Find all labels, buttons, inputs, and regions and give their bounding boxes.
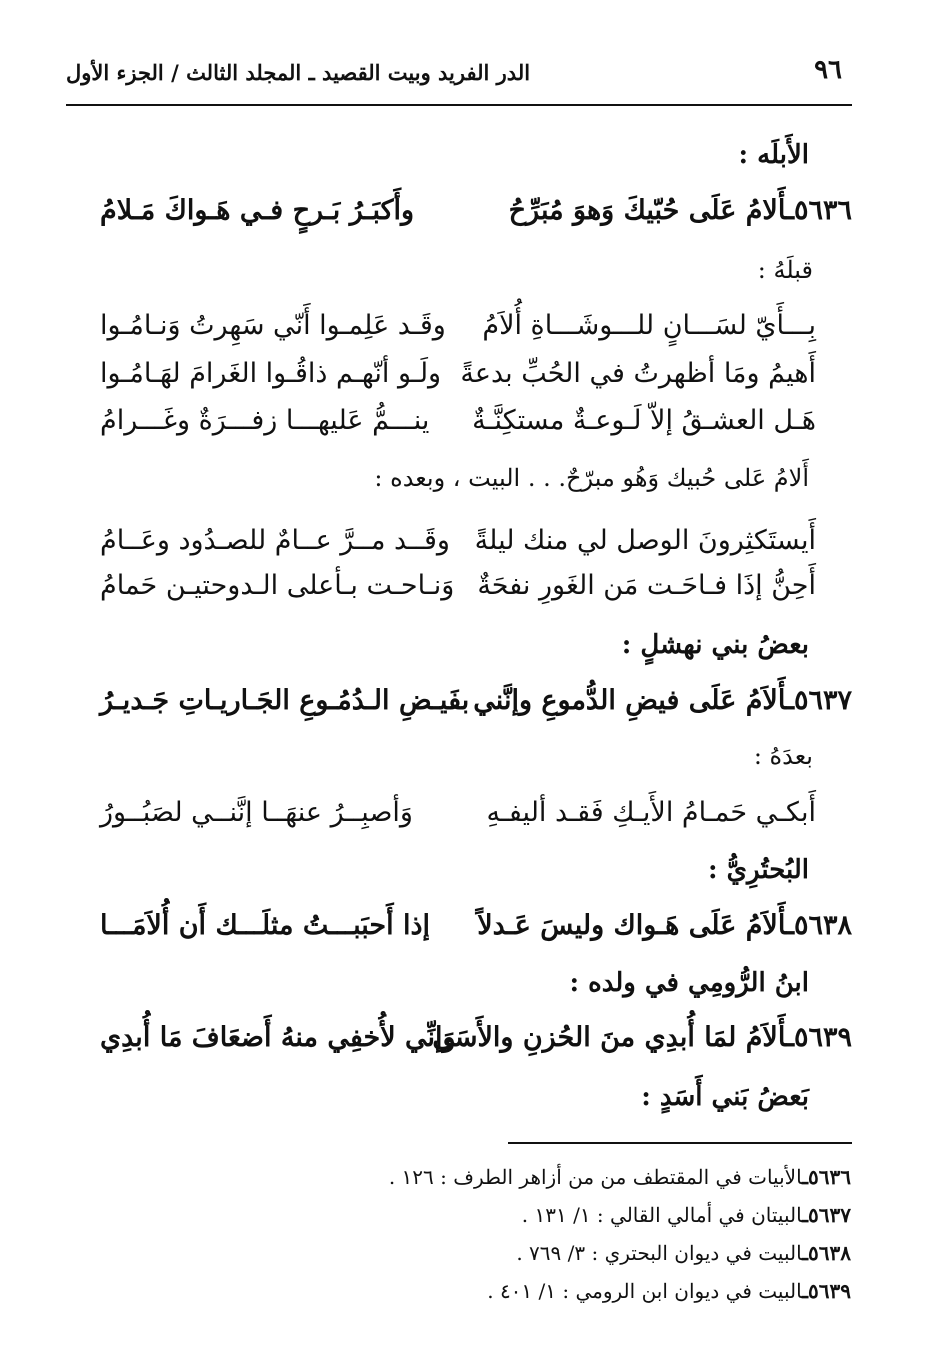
footnote-text: البيت في ديوان ابن الرومي : ١/ ٤٠١ . xyxy=(487,1279,803,1303)
label-after-2: بعدَهُ : xyxy=(753,742,813,770)
verse-left-hemistich: وَنـاحـت بـأعلى الـدوحتيـن حَمامُ xyxy=(100,570,455,601)
footnote-5639 xyxy=(487,1279,851,1303)
verse-number: ٥٦٣٩ـ xyxy=(786,1022,852,1053)
running-title: الدر الفريد وبيت القصيد ـ المجلد الثالث / الجزء الأول xyxy=(66,60,531,85)
verse-left-hemistich: وَأصبِــرُ عنهَــا إنَّنــي لصَبُــورُ xyxy=(100,797,413,828)
verse-left-hemistich: ينـــمُّ عَليهـــا زفـــرَةٌ وغَـــرامُ xyxy=(100,405,430,436)
poet-label-4: ابنُ الرُّومِي في ولده : xyxy=(569,968,809,998)
verse-left-hemistich: بفَيـضِ الـدُمُـوعِ الجَـاريـاتِ جَـديـرُ xyxy=(100,685,470,716)
verse-right-hemistich: أَبكـي حَمـامُ الأَيـكِ فَقـد أليفـهِ xyxy=(486,797,816,828)
poet-label-1: الأَبلَه : xyxy=(738,140,809,170)
verse-after-1 xyxy=(100,525,852,575)
verse-right-hemistich: أَهيمُ ومَا أظهرتُ في الحُبِّ بدعةً xyxy=(460,358,816,389)
footnote-5636 xyxy=(389,1165,851,1189)
verse-right-text: أَلاَمُ عَلَى فيضِ الدُّموعِ وإنَّني xyxy=(473,685,787,716)
poet-label-2: بعضُ بني نهشلٍ : xyxy=(621,630,809,660)
footnote-text: البيتان في أمالي القالي : ١/ ١٣١ . xyxy=(521,1203,803,1227)
footnote-number: ٥٦٣٧ـ xyxy=(802,1203,851,1227)
verse-after-5637 xyxy=(100,797,852,847)
footnote-text: البيت في ديوان البحتري : ٣/ ٧٦٩ . xyxy=(516,1241,803,1265)
header-rule xyxy=(66,104,852,106)
verse-5639 xyxy=(100,1022,852,1072)
footnote-number: ٥٦٣٨ـ xyxy=(802,1241,851,1265)
verse-left-hemistich: وقَــد مــرَّ عــامٌ للصـدُود وعَــامُ xyxy=(100,525,450,556)
verse-before-2 xyxy=(100,358,852,408)
verse-after-2 xyxy=(100,570,852,620)
verse-right-text: أَلاَمُ عَلَى هَـواك وليسَ عَـدلاً xyxy=(477,910,787,941)
verse-right-text: أَلاَمُ لمَا أُبدِي منَ الحُزنِ والأَسَى xyxy=(432,1022,787,1053)
verse-right-hemistich: هَـل العشـقُ إلاّ لَـوعـةٌ مستكِنَّـةٌ xyxy=(472,405,816,436)
footnote-number: ٥٦٣٩ـ xyxy=(802,1279,851,1303)
verse-before-1 xyxy=(100,310,852,360)
poet-label-5: بَعضُ بَني أَسَدٍ : xyxy=(641,1082,809,1112)
footnote-number: ٥٦٣٦ـ xyxy=(802,1165,851,1189)
label-before: قبلَهُ : xyxy=(757,256,813,284)
verse-left-hemistich: وَإنِّي لأُخفِي منهُ أَضعَافَ مَا أُبدِي xyxy=(100,1022,456,1053)
footnote-rule xyxy=(508,1142,852,1144)
verse-right-hemistich: أَيستَكثِرونَ الوصل لي منك ليلةً xyxy=(474,525,816,556)
footnote-5638 xyxy=(516,1241,851,1265)
verse-number: ٥٦٣٨ـ xyxy=(786,910,852,941)
verse-right-hemistich: بِـــأَيّ لسَـــانٍ للـــوشَـــاةِ أُلاَمُ xyxy=(482,310,816,341)
verse-right-hemistich xyxy=(509,195,852,226)
verse-number: ٥٦٣٧ـ xyxy=(786,685,852,716)
verse-right-hemistich: أَحِنُّ إذَا فـاحَـت مَن الغَورِ نفحَةٌ xyxy=(477,570,816,601)
verse-left-hemistich: وأَكبَـرُ بَـرحٍ فـي هَـواكَ مَـلامُ xyxy=(100,195,415,226)
footnote-5637 xyxy=(522,1203,851,1227)
page-number: ٩٦ xyxy=(814,55,842,85)
verse-5637 xyxy=(100,685,852,735)
verse-number: ٥٦٣٦ـ xyxy=(786,195,852,226)
verse-5636 xyxy=(100,195,852,245)
verse-5638 xyxy=(100,910,852,960)
footnote-text: الأبيات في المقتطف من من أزاهر الطرف : ١٢٦ . xyxy=(388,1165,803,1189)
verse-right-hemistich xyxy=(477,910,852,941)
verse-left-hemistich: إذا أَحبَبـــتُ مثلَـــك أَن أُلاَمَـــا xyxy=(100,910,431,941)
verse-left-hemistich: ولَـو أنّهـم ذاقُـوا الغَرامَ لهَـامُـوا xyxy=(100,358,442,389)
verse-before-3 xyxy=(100,405,852,455)
prose-after: أَلامُ عَلى حُبيك وَهُو مبرّحٌ. . . البيت ، وبعده : xyxy=(374,464,809,492)
poet-label-3: البُحتُرِيُّ : xyxy=(708,855,809,885)
verse-left-hemistich: وقَـد عَلِمـوا أَنّي سَهِرتُ وَنـامُـوا xyxy=(100,310,446,341)
verse-right-text: أَلامُ عَلَى حُبّيكَ وَهوَ مُبَرِّحُ xyxy=(508,195,787,226)
verse-right-hemistich xyxy=(432,1022,852,1053)
verse-right-hemistich xyxy=(473,685,852,716)
